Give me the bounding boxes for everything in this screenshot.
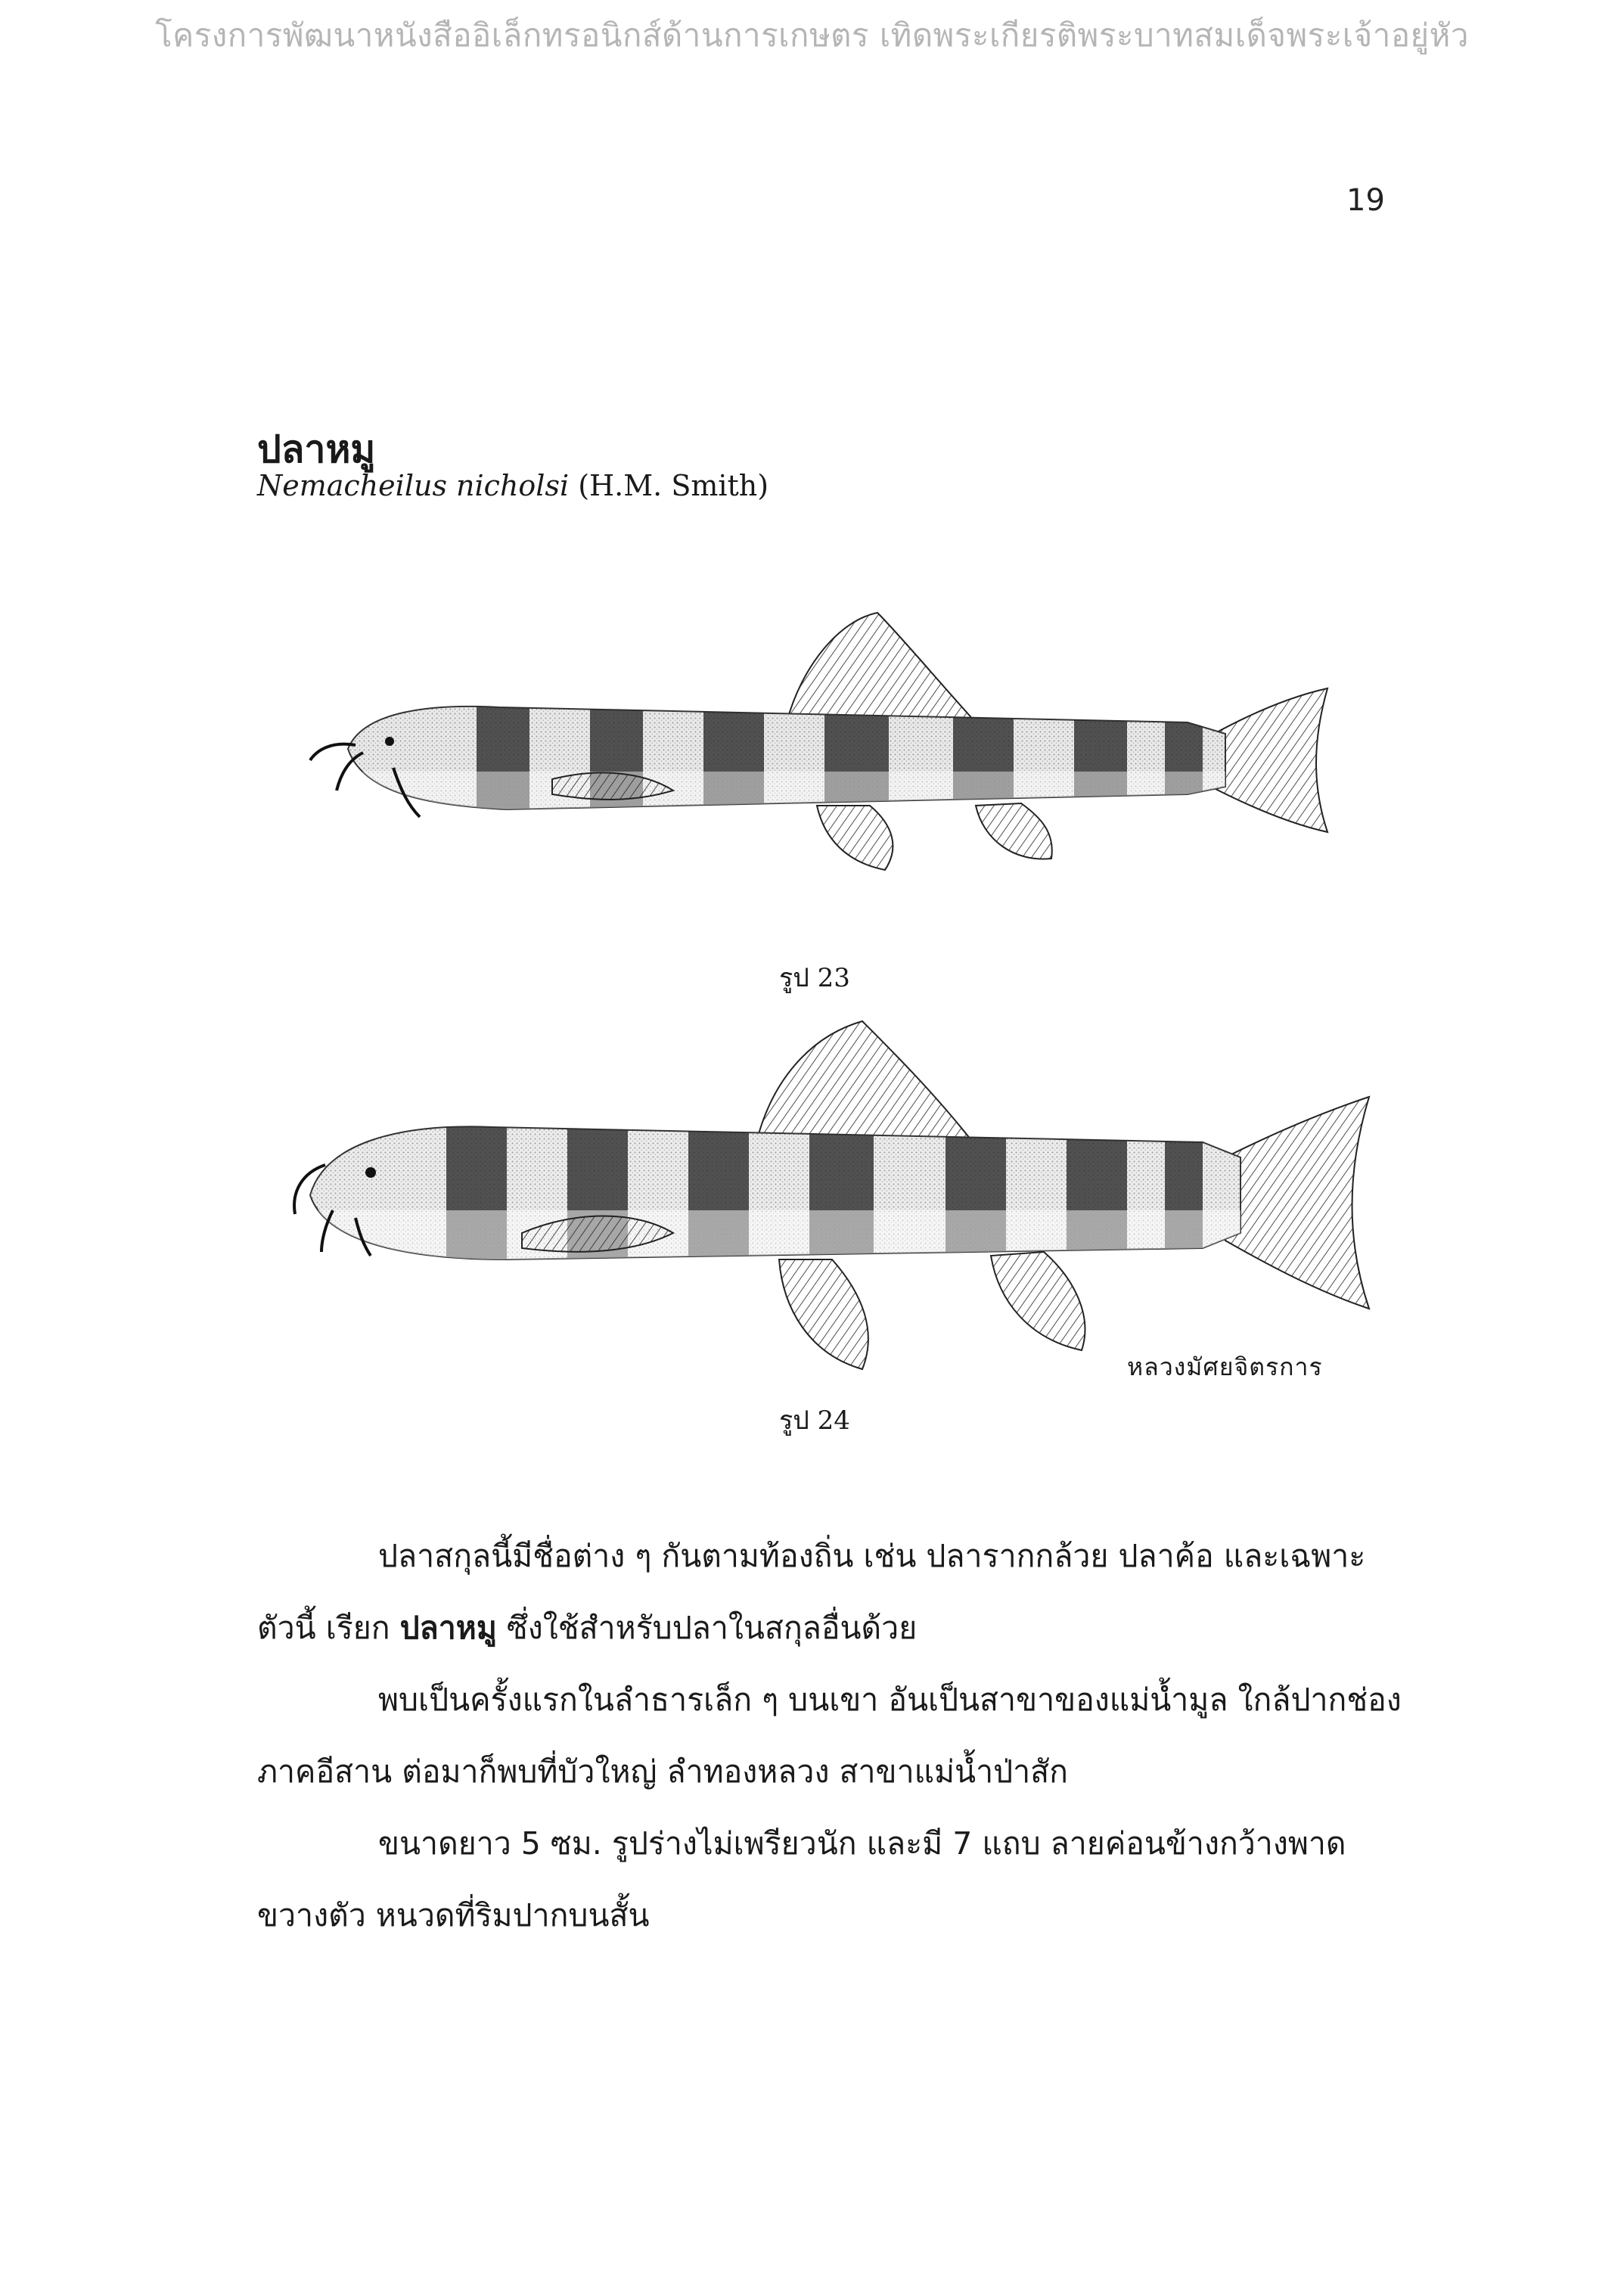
text-run: ภาคอีสาน ต่อมาก็พบที่บัวใหญ่ ลำทองหลวง สาขาแม่น้ำป่าสัก (257, 1753, 1069, 1790)
fish-common-name: ปลาหมู (399, 1610, 497, 1646)
text-run: ตัวนี้ เรียก (257, 1610, 400, 1646)
scientific-name (257, 469, 769, 502)
page-number: 19 (1346, 183, 1385, 218)
paragraph-line (257, 1736, 1384, 1808)
scientific-name-binomial: Nemacheilus nicholsi (257, 469, 570, 502)
paragraph-line (257, 1664, 1402, 1736)
text-run: ขวางตัว หนวดที่ริมปากบนสั้น (257, 1897, 650, 1933)
loach-fish-illustration (295, 590, 1331, 930)
figure-caption: รูป 23 (779, 963, 850, 993)
figure-caption: รูป 24 (779, 1405, 850, 1436)
text-run: ซึ่งใช้สำหรับปลาในสกุลอื่นด้วย (496, 1610, 918, 1646)
artist-credit: หลวงมัศยจิตรการ (1127, 1353, 1323, 1381)
paragraph-line (257, 1880, 1384, 1952)
scientific-name-author: (H.M. Smith) (578, 469, 769, 502)
paragraph-line (257, 1808, 1384, 1880)
paragraph-line (257, 1520, 1384, 1592)
text-run: ปลาสกุลนี้มีชื่อต่าง ๆ กันตามท้องถิ่น เช่น ปลารากกล้วย ปลาค้อ และเฉพาะ (378, 1538, 1366, 1574)
body-text (257, 1520, 1402, 1952)
text-run: ขนาดยาว 5 ซม. รูปร่างไม่เพรียวนัก และมี 7 แถบ ลายค่อนข้างกว้างพาด (378, 1825, 1346, 1862)
paragraph-line (257, 1592, 1384, 1664)
page-title: ปลาหมู (257, 427, 376, 471)
watermark: โครงการพัฒนาหนังสืออิเล็กทรอนิกส์ด้านการเกษตร เทิดพระเกียรติพระบาทสมเด็จพระเจ้าอยู่หัว (155, 17, 1469, 54)
text-run: พบเป็นครั้งแรกในลำธารเล็ก ๆ บนเขา อันเป็นสาขาของแม่น้ำมูล ใกล้ปากช่อง (378, 1682, 1402, 1718)
